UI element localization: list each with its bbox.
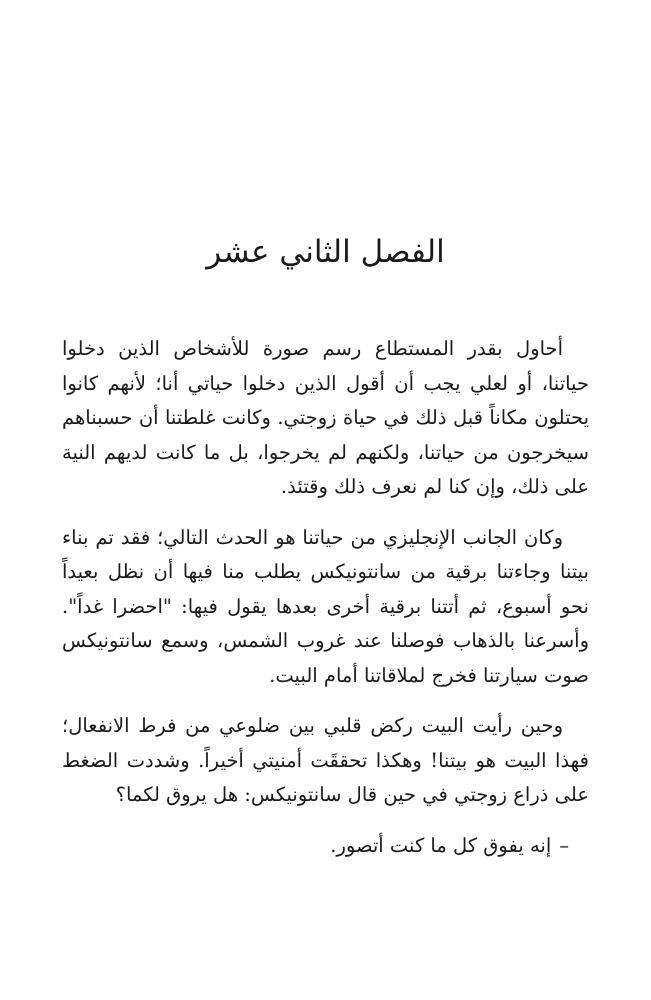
- dialogue-dash: –: [559, 833, 569, 857]
- chapter-title: الفصل الثاني عشر: [206, 234, 445, 270]
- dialogue-text: إنه يفوق كل ما كنت أتصور.: [330, 833, 552, 857]
- dialogue-line: [62, 829, 589, 864]
- paragraph-3: وحين رأيت البيت ركض قلبي بين ضلوعي من فرط الانفعال؛ فهذا البيت هو بيتنا! وهكذا تحققَت أمنيتي أخيراً. وشددت الضغط على ذراع زوجتي في حين قال سانتونيكس: هل يروق لكما؟: [62, 714, 589, 806]
- chapter-body: [62, 332, 589, 863]
- paragraph-1: أحاول بقدر المستطاع رسم صورة للأشخاص الذين دخلوا حياتنا، أو لعلي يجب أن أقول الذين دخلوا حياتي أنا؛ لأنهم كانوا يحتلون مكاناً قبل ذلك في حياة زوجتي. وكانت غلطتنا أن حسبناهم سيخرجون من حياتنا، ولكنهم لم يخرجوا، بل ما كانت لديهم النية على ذلك، وإن كنا لم نعرف ذلك وقتئذ.: [62, 337, 589, 498]
- paragraph-2: وكان الجانب الإنجليزي من حياتنا هو الحدث التالي؛ فقد تم بناء بيتنا وجاءتنا برقية من سانتونيكس يطلب منا فيها أن نظل بعيداً نحو أسبوع، ثم أتتنا برقية أخرى بعدها يقول فيها: "احضرا غداً". وأسرعنا بالذهاب فوصلنا عند غروب الشمس، وسمع سانتونيكس صوت سيارتنا فخرج لملاقاتنا أمام البيت.: [62, 525, 589, 687]
